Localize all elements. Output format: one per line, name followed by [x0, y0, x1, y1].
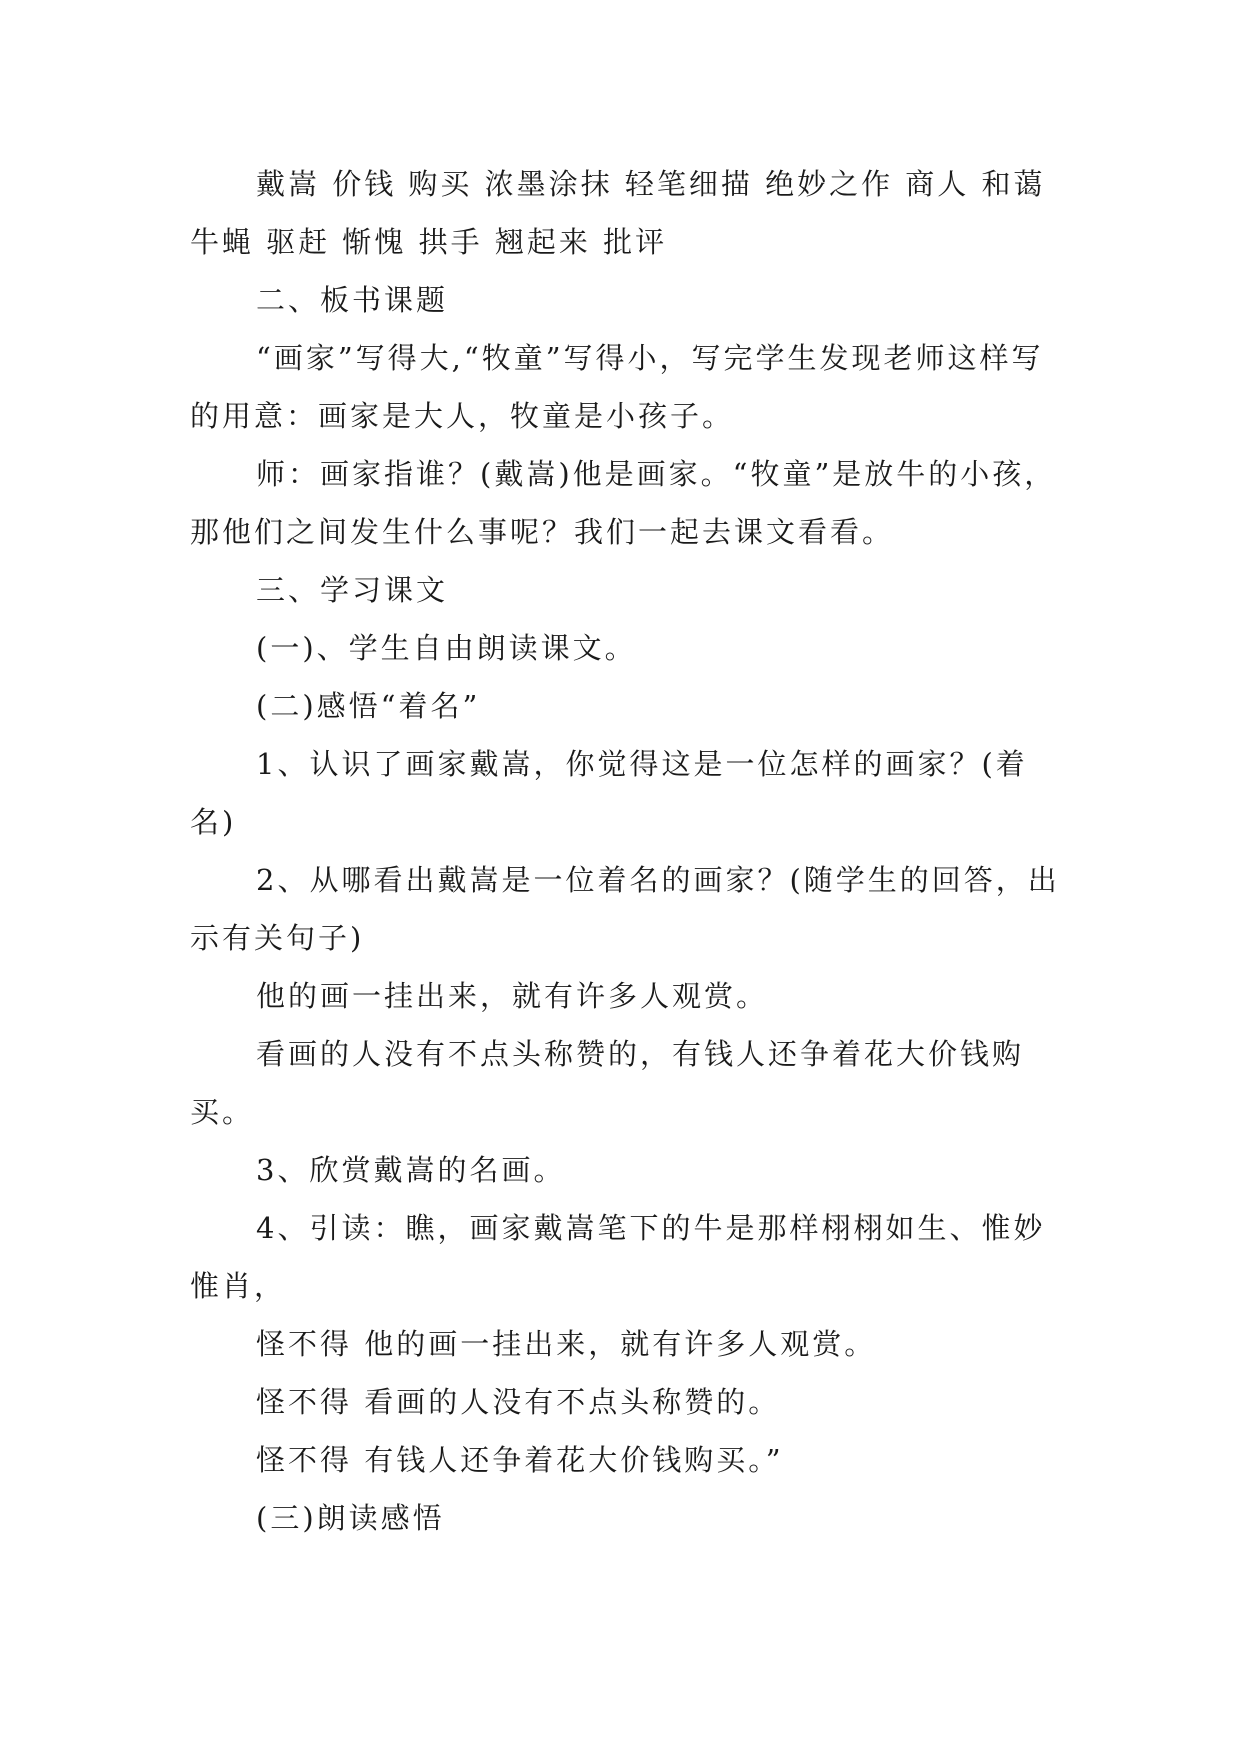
paragraph-item-3: 3、欣赏戴嵩的名画。 [256, 1153, 566, 1187]
paragraph-step-three: (三)朗读感悟 [256, 1501, 445, 1535]
paragraph-item-4: 4、引读：瞧，画家戴嵩笔下的牛是那样栩栩如生、惟妙惟肖， [190, 1211, 1046, 1303]
paragraph-teacher-question: 师：画家指谁？(戴嵩)他是画家。“牧童”是放牛的小孩，那他们之间发生什么事呢？我们一起去课文看看。 [190, 457, 1057, 549]
paragraph-heading-study-text: 三、学习课文 [256, 573, 449, 607]
paragraph-reading-1: 怪不得 他的画一挂出来，就有许多人观赏。 [256, 1327, 877, 1361]
paragraph-heading-blackboard-title: 二、板书课题 [256, 283, 449, 317]
paragraph-title-explanation: “画家”写得大,“牧童”写得小，写完学生发现老师这样写的用意：画家是大人，牧童是小孩子。 [190, 341, 1044, 433]
paragraph-step-one: (一)、学生自由朗读课文。 [256, 631, 637, 665]
document-body [190, 155, 1070, 1547]
paragraph-item-2: 2、从哪看出戴嵩是一位着名的画家？(随学生的回答，出示有关句子) [190, 863, 1060, 955]
paragraph-quote-1: 他的画一挂出来，就有许多人观赏。 [256, 979, 769, 1013]
paragraph-step-two: (二)感悟“着名” [256, 689, 481, 723]
paragraph-item-1: 1、认识了画家戴嵩，你觉得这是一位怎样的画家？(着名) [190, 747, 1028, 839]
paragraph-reading-2: 怪不得 看画的人没有不点头称赞的。 [256, 1385, 781, 1419]
paragraph-vocabulary: 戴嵩 价钱 购买 浓墨涂抹 轻笔细描 绝妙之作 商人 和蔼 牛蝇 驱赶 惭愧 拱手 翘起来 批评 [190, 167, 1058, 259]
paragraph-quote-2: 看画的人没有不点头称赞的，有钱人还争着花大价钱购买。 [190, 1037, 1025, 1129]
paragraph-reading-3: 怪不得 有钱人还争着花大价钱购买。” [256, 1443, 784, 1477]
